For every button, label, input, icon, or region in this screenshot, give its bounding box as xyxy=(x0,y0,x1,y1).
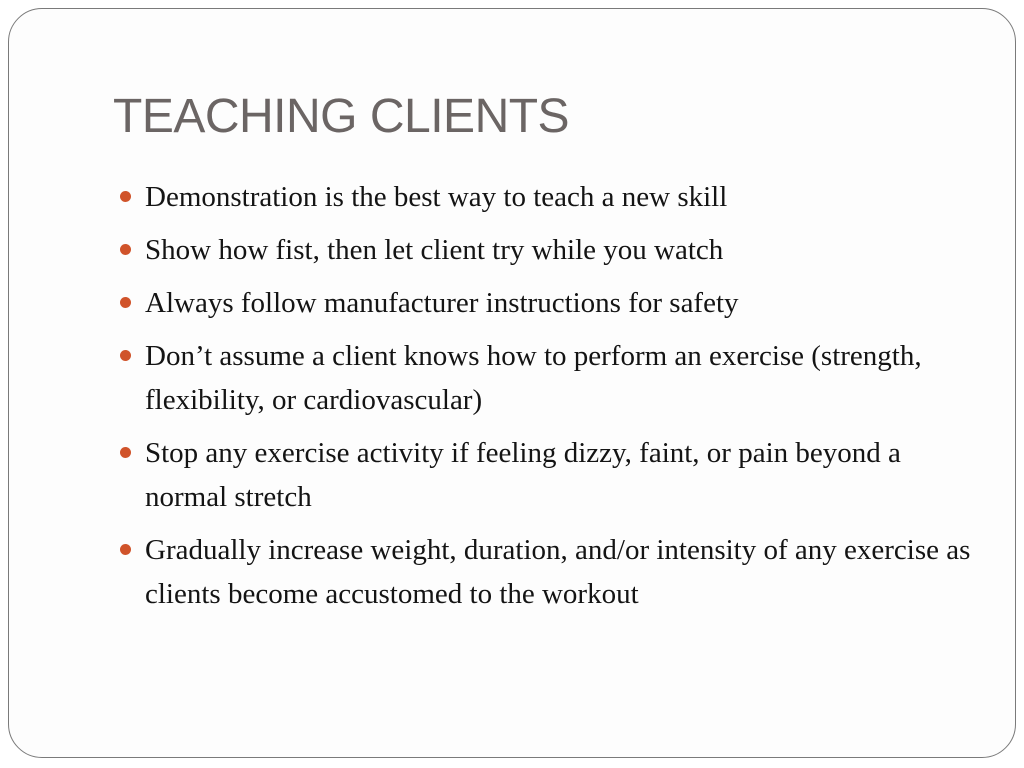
bullet-text: Show how fist, then let client try while you watch xyxy=(145,234,724,266)
bullet-item xyxy=(113,281,973,325)
slide xyxy=(8,8,1016,758)
bullet-text: Gradually increase weight, duration, and/or intensity of any exercise as clients become accustomed to the workout xyxy=(145,534,971,610)
bullet-item xyxy=(113,528,973,616)
bullet-item xyxy=(113,431,973,519)
bullet-dot-icon xyxy=(120,544,131,555)
bullet-item xyxy=(113,175,973,219)
bullet-text: Stop any exercise activity if feeling dizzy, faint, or pain beyond a normal stretch xyxy=(145,437,901,513)
bullet-list xyxy=(113,175,973,625)
bullet-text: Demonstration is the best way to teach a new skill xyxy=(145,181,728,213)
bullet-item xyxy=(113,228,973,272)
bullet-dot-icon xyxy=(120,244,131,255)
bullet-item xyxy=(113,334,973,422)
bullet-dot-icon xyxy=(120,191,131,202)
slide-title: TEACHING CLIENTS xyxy=(113,90,570,143)
bullet-dot-icon xyxy=(120,297,131,308)
bullet-dot-icon xyxy=(120,447,131,458)
bullet-text: Don’t assume a client knows how to perform an exercise (strength, flexibility, or cardiovascular) xyxy=(145,340,922,416)
bullet-text: Always follow manufacturer instructions for safety xyxy=(145,287,739,319)
bullet-dot-icon xyxy=(120,350,131,361)
